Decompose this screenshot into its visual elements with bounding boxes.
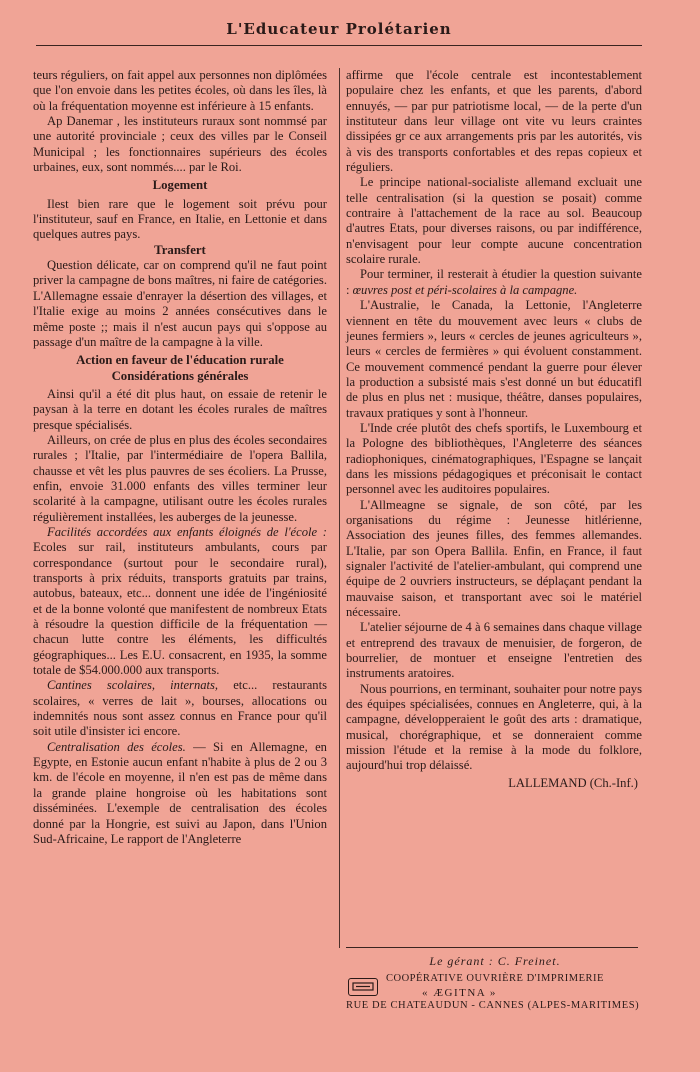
section-heading-considerations: Considérations générales (111, 368, 249, 383)
paragraph: L'Allmeagne se signale, de son côté, par les organisations du régime : Jeunesse hitlérienne, Association des jeunes filles, des femmes allemandes. L'Italie, par son Opera Ballila. Enfin, en France, il faut signaler l'activité de l'atelier-ambulant, qui comprend une équipe de 2 ouvriers instructeurs, se déplaçant pendant la mauvaise saison, et transportant avec soi le matériel nécessaire. (346, 497, 642, 620)
paragraph (33, 740, 327, 847)
paragraph-text: Pour terminer, il resterait à étudier la question suivante : (346, 267, 642, 297)
paragraph: Ap Danemar , les instituteurs ruraux sont nommsé par une autorité provinciale ; ceux des villes par le Conseil Municipal ; les fonctionnaires supérieurs des écoles urbaines, eux, sont nommés.... par le Roi. (33, 114, 327, 175)
italic-lead: Centralisation des écoles. (47, 739, 186, 754)
paragraph (346, 267, 642, 298)
paragraph: Le principe national-socialiste allemand excluait une telle centralisation (si la question se posait) comme contraire à l'attachement de la race au sol. Beaucoup d'autres Etats, pour diverses raisons, ou par indifférence, n'envisagent pour leur compte aucune concentration scolaire rurale. (346, 175, 642, 267)
paragraph: affirme que l'école centrale est incontestablement populaire chez les enfants, et que les parents, d'abord ennuyés, — par pur patriotisme local, — de la perte d'un instituteur dans leur village ont vite vu leurs craintes dissipées gr ce aux arrangements pris par les autorités, vis à vis des transports confortables et des repas copieux et réguliers. (346, 68, 642, 175)
left-column (33, 68, 327, 847)
section-heading-logement: Logement (152, 178, 208, 193)
paragraph-text: — Si en Allemagne, en Egypte, en Estonie aucun enfant n'habite à plus de 2 ou 3 km. de l'école en moyenne, il n'en est pas de même dans la grande plaine hongroise où les habitations sont disséminées. L'exemple de centralisation des écoles donné par la Hongrie, est suivi au Japon, dans l'Union Sud-Africaine, Le rapport de l'Angleterre (33, 739, 327, 846)
header-divider (36, 45, 642, 46)
paragraph: Nous pourrions, en terminant, souhaiter pour notre pays des équipes spécialisées, connues en Angleterre, qui, à la campagne, développeraient le goût des arts : dramatique, musical, chorégraphique, et se donneraient comme mission l'étude et la remise à la mode du folklore, aujourd'hui trop délaissé. (346, 681, 642, 773)
italic-phrase: œuvres post et péri-scolaires à la campagne. (349, 282, 578, 297)
paragraph: L'Australie, le Canada, la Lettonie, l'Angleterre viennent en tête du mouvement avec leurs « clubs de jeunes fermiers », leurs « cercles de jeunes agriculteurs », leurs « cercles de fermières » qui évoluent constamment. Ce mouvement commencé pendant la guerre pour élever la production a subsisté mais s'est donné un but éducatifl de plus en plus net : musique, théâtre, danses populaires, travaux pratiques y sont à l'honneur. (346, 298, 642, 420)
column-divider (339, 68, 340, 948)
paragraph: L'Inde crée plutôt des chefs sportifs, le Luxembourg et la Pologne des bibliothèques, l'Angleterre des séances radiophoniques, cinématographiques, l'Espagne se lançait dans les missions pédagogiques et préconisait le contact personnel avec les auditoires populaires. (346, 420, 642, 497)
section-heading-action: Action en faveur de l'éducation rurale (76, 353, 284, 368)
paragraph: Ailleurs, on crée de plus en plus des écoles secondaires rurales ; l'Italie, par l'intermédiaire de l'opera Ballila, chausse et vêt les plus pauvres de ses écoliers. La Prusse, enfin, envoie 31.000 enfants des villes terminer leur scolarité à la campagne, utilisant outre les écoles rurales régulièrement installées, les auberges de la jeunesse. (33, 432, 327, 524)
cooperative-brand: « ÆGITNA » (422, 987, 497, 999)
paragraph-text: Ecoles sur rail, instituteurs ambulants, cours par correspondance (surtout pour le secondaire rural), transports à prix réduits, transports gratuits par trains, autobus, bateaux, etc... donnent une idée de l'ingéniosité et de la bonne volonté que manifestent de nombreux Etats à résoudre la question difficile de la fréquentation — chacun lutte contre les éléments, les difficultés géographiques... Les E.U. consacrent, en 1935, la somme totale de $54.000.000 aux transports. (33, 540, 327, 678)
section-heading-transfert: Transfert (154, 242, 206, 257)
paragraph: Ilest bien rare que le logement soit prévu pour l'instituteur, sauf en France, en Italie, en Lettonie et dans quelques autres pays. (33, 196, 327, 242)
paragraph (33, 525, 327, 678)
paragraph: teurs réguliers, on fait appel aux personnes non diplômées que l'on envoie dans les petites écoles, où dans les îles, là où la fréquentation moyenne est inférieure à 15 enfants. (33, 68, 327, 113)
paragraph: Ainsi qu'il a été dit plus haut, on essaie de retenir le paysan à la terre en dotant les écoles rurales de maîtres presque spécialisés. (33, 386, 327, 432)
footer-divider (346, 947, 638, 948)
paragraph (33, 678, 327, 739)
author-signature: LALLEMAND (Ch.-Inf.) (508, 775, 638, 790)
italic-lead: Facilités accordées aux enfants éloignés de l'école : (47, 524, 327, 539)
italic-lead: Cantines scolaires, internats, (47, 678, 219, 693)
paragraph: Question délicate, car on comprend qu'il ne faut point priver la campagne de bons maîtres, ni faire de catégories. L'Allemagne essaie d'enrayer la désertion des villages, et l'Italie exige au moins 2 années consécutives dans le même poste ;; mais il n'est aucun pays qui s'oppose au passage d'un maître de la campagne à la ville. (33, 258, 327, 349)
printer-logo-icon (348, 978, 378, 996)
page-header: L'Educateur Prolétarien (226, 20, 452, 38)
paragraph-text: etc... restaurants scolaires, « verres de lait », bourses, allocations ou indemnités nous sont assez connus en France pour qu'il soit utile d'insister ici encore. (33, 678, 327, 739)
right-column (346, 68, 642, 791)
printer-address: RUE DE CHATEAUDUN - CANNES (ALPES-MARITIMES) (346, 1000, 640, 1011)
cooperative-name: COOPÉRATIVE OUVRIÈRE D'IMPRIMERIE (386, 973, 604, 984)
gerant-line: Le gérant : C. Freinet. (429, 954, 561, 968)
paragraph: L'atelier séjourne de 4 à 6 semaines dans chaque village et entreprend des travaux de menuisier, de forgeron, de bourrelier, de montuer et enseigne l'entretien des instruments aratoires. (346, 620, 642, 681)
